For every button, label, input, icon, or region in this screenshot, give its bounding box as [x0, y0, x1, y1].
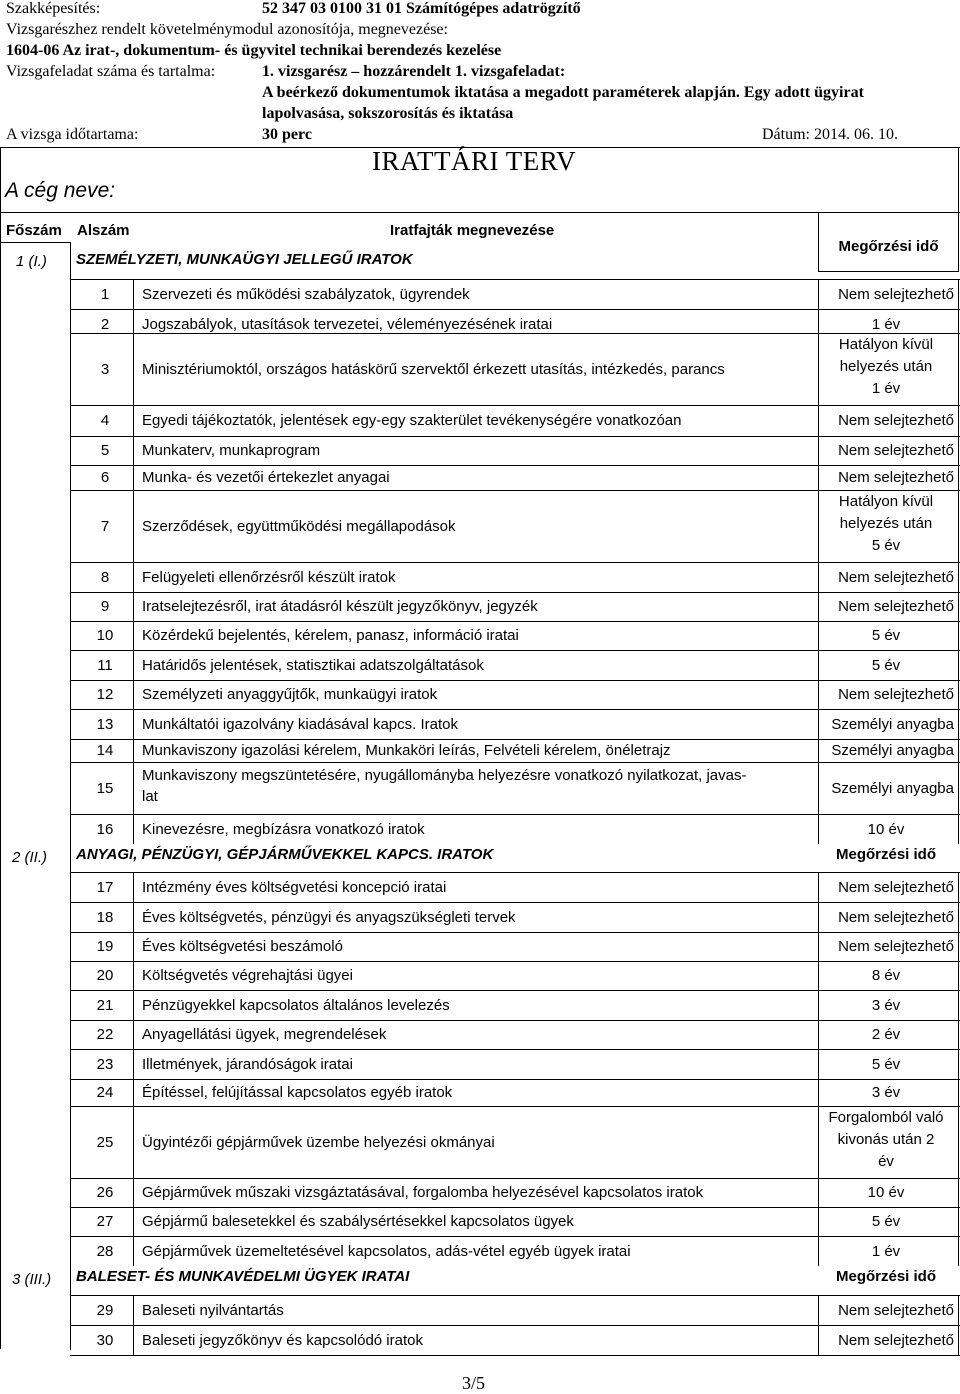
row-number: 24 [96, 1084, 114, 1101]
row-retention-line-3: 5 év [871, 537, 901, 554]
row-document-type: Minisztériumoktól, országos hatáskörű szervektől érkezett utasítás, intézkedés, parancs [142, 360, 725, 378]
row-right-border [958, 1079, 959, 1106]
row-top-border [70, 932, 960, 933]
row-number-separator [133, 1325, 134, 1355]
row-document-type: Éves költségvetés, pénzügyi és anyagszükségleti tervek [142, 908, 516, 926]
row-number: 6 [100, 469, 110, 486]
row-number-separator [133, 961, 134, 990]
row-top-border [70, 1178, 960, 1179]
row-document-type: Éves költségvetési beszámoló [142, 938, 343, 955]
row-right-border [958, 814, 959, 844]
row-number: 7 [100, 517, 110, 535]
row-retention-line-2: kivonás után 2 [837, 1131, 935, 1148]
row-top-border [70, 592, 960, 593]
document-title: IRATTÁRI TERV [372, 146, 577, 176]
row-top-border [70, 961, 960, 962]
row-top-border [70, 762, 960, 763]
row-top-border [70, 1207, 960, 1208]
row-retention: Nem selejtezhető [838, 878, 954, 896]
row-right-border [958, 1020, 959, 1049]
row-number-separator [133, 1178, 134, 1207]
row-right-border [958, 465, 959, 490]
duration-value: 30 perc [262, 126, 312, 143]
row-number-separator [133, 680, 134, 709]
section-1-title: SZEMÉLYZETI, MUNKAÜGYI JELLEGŰ IRATOK [76, 251, 413, 268]
row-document-type: Iratselejtezésről, irat átadásról készült jegyzőkönyv, jegyzék [142, 598, 538, 615]
retention-header-bottom-border [818, 271, 959, 272]
row-retention: Nem selejtezhető [838, 938, 954, 955]
row-retention: Nem selejtezhető [838, 1301, 954, 1319]
left-border [0, 147, 1, 1349]
task-label: Vizsgafeladat száma és tartalma: [6, 63, 216, 80]
row-document-type: Munkaterv, munkaprogram [142, 442, 321, 459]
qualification-label: Szakképesítés: [6, 0, 101, 17]
row-document-type: Baleseti jegyzőkönyv és kapcsolódó iratok [142, 1331, 423, 1349]
row-retention: Nem selejtezhető [838, 442, 954, 459]
row-retention: Nem selejtezhető [838, 412, 954, 429]
row-document-type: Munka- és vezetői értekezlet anyagai [142, 469, 390, 486]
row-document-type: Szerződések, együttműködési megállapodások [142, 517, 456, 535]
row-top-border [70, 436, 960, 437]
row-number-separator [133, 1295, 134, 1325]
row-retention: 3 év [871, 996, 901, 1014]
row-number-separator [133, 1020, 134, 1049]
row-top-border [70, 1049, 960, 1050]
row-retention: 2 év [871, 1026, 901, 1043]
qualification-value: 52 347 03 0100 31 01 Számítógépes adatrögzítő [262, 0, 581, 17]
row-number-separator [133, 405, 134, 436]
row-number: 30 [96, 1331, 114, 1349]
row-top-border [70, 465, 960, 466]
row-right-border [958, 1106, 959, 1178]
col-header-iratfajtak: Iratfajták megnevezése [390, 222, 555, 239]
row-document-type: Gépjármű balesetekkel és szabálysértésekkel kapcsolatos ügyek [142, 1213, 574, 1230]
row-number: 5 [100, 442, 110, 459]
row-right-border [958, 709, 959, 739]
row-document-type: Illetmények, járandóságok iratai [142, 1055, 353, 1073]
row-right-border [958, 762, 959, 814]
row-retention-line-1: Forgalomból való [828, 1109, 944, 1126]
row-retention: Nem selejtezhető [838, 598, 954, 615]
row-number: 9 [100, 598, 110, 615]
row-document-type: Szervezeti és működési szabályzatok, ügyrendek [142, 285, 470, 303]
row-document-type-continued: lat [142, 788, 158, 805]
section-header-rail [70, 242, 71, 272]
row-document-type: Egyedi tájékoztatók, jelentések egy-egy szakterület tevékenységére vonatkozóan [142, 412, 682, 429]
row-top-border [70, 680, 960, 681]
row-retention-line-3: 1 év [871, 380, 901, 397]
row-document-type: Pénzügyekkel kapcsolatos általános levelezés [142, 996, 450, 1014]
section-header-divider [0, 242, 70, 243]
row-retention: Nem selejtezhető [838, 568, 954, 586]
row-right-border [958, 1049, 959, 1079]
row-number-separator [133, 562, 134, 592]
row-number: 4 [100, 412, 110, 429]
section-3-title: BALESET- ÉS MUNKAVÉDELMI ÜGYEK IRATAI [76, 1268, 410, 1285]
row-number: 8 [100, 568, 110, 586]
row-number: 12 [96, 686, 114, 703]
row-document-type: Gépjárművek üzemeltetésével kapcsolatos, adás-vétel egyéb ügyek iratai [142, 1242, 631, 1260]
row-document-type: Intézmény éves költségvetési koncepció iratai [142, 878, 447, 896]
task-line-1: 1. vizsgarész – hozzárendelt 1. vizsgafeladat: [262, 63, 566, 80]
module-label: Vizsgarészhez rendelt követelménymodul azonosítója, megnevezése: [6, 21, 448, 38]
row-number-separator [133, 902, 134, 932]
row-top-border [70, 562, 960, 563]
row-right-border [958, 405, 959, 436]
row-top-border [70, 1325, 960, 1326]
row-number: 10 [96, 627, 114, 644]
row-number-separator [133, 1106, 134, 1178]
row-number-separator [133, 1207, 134, 1236]
row-right-border [958, 279, 959, 309]
row-right-border [958, 333, 959, 405]
row-number-separator [133, 739, 134, 762]
row-number: 22 [96, 1026, 114, 1043]
col-header-megorzesi: Megőrzési idő [838, 238, 939, 255]
task-line-3: lapolvasása, sokszorosítás és iktatása [262, 105, 514, 122]
row-retention: 5 év [871, 1055, 901, 1073]
row-retention-line-1: Hatályon kívül [838, 493, 934, 510]
row-number-separator [133, 592, 134, 621]
section-2-number: 2 (II.) [12, 849, 48, 866]
row-top-border [70, 405, 960, 406]
row-number-separator [133, 621, 134, 650]
row-retention: 1 év [871, 1242, 901, 1260]
row-retention: 5 év [871, 656, 901, 674]
row-retention: 5 év [871, 1213, 901, 1230]
row-document-type: Felügyeleti ellenőrzésről készült iratok [142, 568, 396, 586]
row-number-separator [133, 436, 134, 465]
col-header-foszam: Főszám [6, 222, 62, 239]
row-top-border [70, 279, 960, 280]
row-right-border [958, 1295, 959, 1325]
row-right-border [958, 739, 959, 762]
row-number: 19 [96, 938, 114, 955]
company-name-label: A cég neve: [5, 179, 116, 202]
row-top-border [70, 309, 960, 310]
row-right-border [958, 1325, 959, 1355]
row-document-type: Építéssel, felújítással kapcsolatos egyéb iratok [142, 1084, 453, 1101]
row-retention: 10 év [867, 1184, 905, 1201]
row-number-separator [133, 814, 134, 844]
row-retention: 10 év [867, 820, 905, 838]
section-2-title: ANYAGI, PÉNZÜGYI, GÉPJÁRMŰVEKKEL KAPCS. IRATOK [76, 846, 494, 863]
row-retention: Személyi anyagba [831, 742, 954, 759]
row-number: 25 [96, 1133, 114, 1151]
row-top-border [70, 902, 960, 903]
row-right-border [958, 592, 959, 621]
row-retention: 8 év [871, 967, 901, 984]
title-box-bottom-border [0, 212, 960, 213]
row-top-border [70, 709, 960, 710]
row-retention: 1 év [871, 315, 901, 333]
row-number: 15 [96, 779, 114, 797]
task-line-2: A beérkező dokumentumok iktatása a megadott paraméterek alapján. Egy adott ügyirat [262, 84, 864, 101]
row-document-type: Munkaviszony igazolási kérelem, Munkaköri leírás, Felvételi kérelem, önéletrajz [142, 742, 671, 759]
row-retention-line-1: Hatályon kívül [838, 336, 934, 353]
row-number-separator [133, 762, 134, 814]
row-number-separator [133, 465, 134, 490]
row-document-type: Gépjárművek műszaki vizsgáztatásával, forgalomba helyezésével kapcsolatos iratok [142, 1184, 704, 1201]
row-right-border [958, 490, 959, 562]
row-top-border [70, 621, 960, 622]
row-number-separator [133, 279, 134, 309]
row-top-border [70, 872, 960, 873]
section-2-retention-header: Megőrzési idő [835, 846, 936, 863]
row-top-border [70, 990, 960, 991]
row-number: 29 [96, 1301, 114, 1319]
row-number: 2 [100, 315, 110, 333]
duration-label: A vizsga időtartama: [6, 126, 139, 143]
row-top-border [70, 1079, 960, 1080]
row-retention: 5 év [871, 627, 901, 644]
row-top-border [70, 1236, 960, 1237]
row-retention-line-2: helyezés után [839, 358, 933, 375]
row-document-type: Költségvetés végrehajtási ügyei [142, 967, 353, 984]
row-number: 21 [96, 996, 114, 1014]
row-right-border [958, 436, 959, 465]
table-bottom-border [70, 1355, 960, 1356]
row-retention: Nem selejtezhető [838, 469, 954, 486]
row-document-type: Jogszabályok, utasítások tervezetei, véleményezésének iratai [142, 315, 553, 333]
row-number: 27 [96, 1213, 114, 1230]
row-document-type: Anyagellátási ügyek, megrendelések [142, 1026, 387, 1043]
row-retention: Nem selejtezhető [838, 908, 954, 926]
row-number: 16 [96, 820, 114, 838]
row-number: 17 [96, 878, 114, 896]
page-number: 3/5 [462, 1373, 486, 1393]
row-right-border [958, 680, 959, 709]
row-document-type: Személyzeti anyaggyűjtők, munkaügyi iratok [142, 686, 438, 703]
row-document-type: Ügyintézői gépjárművek üzembe helyezési okmányai [142, 1133, 495, 1151]
row-document-type: Közérdekű bejelentés, kérelem, panasz, információ iratai [142, 627, 519, 644]
row-retention: Személyi anyagba [831, 715, 954, 733]
row-number-separator [133, 333, 134, 405]
row-right-border [958, 1178, 959, 1207]
row-retention: Nem selejtezhető [838, 285, 954, 303]
row-number-separator [133, 490, 134, 562]
row-top-border [70, 1020, 960, 1021]
col-header-alszam: Alszám [77, 222, 130, 239]
row-right-border [958, 1207, 959, 1236]
row-number: 13 [96, 715, 114, 733]
row-number-separator [133, 1049, 134, 1079]
row-right-border [958, 990, 959, 1020]
row-right-border [958, 621, 959, 650]
row-number: 28 [96, 1242, 114, 1260]
row-number: 3 [100, 360, 110, 378]
row-number: 26 [96, 1184, 114, 1201]
row-document-type: Kinevezésre, megbízásra vonatkozó iratok [142, 820, 425, 838]
row-right-border [958, 961, 959, 990]
row-right-border [958, 932, 959, 961]
exam-date: Dátum: 2014. 06. 10. [762, 126, 898, 143]
row-right-border [958, 1236, 959, 1266]
row-number: 14 [96, 742, 114, 759]
row-retention: 3 év [871, 1084, 901, 1101]
section-3-retention-header: Megőrzési idő [835, 1268, 936, 1285]
row-number: 11 [97, 656, 113, 674]
section-3-number: 3 (III.) [12, 1271, 52, 1288]
row-document-type: Munkaviszony megszüntetésére, nyugállományba helyezésre vonatkozó nyilatkozat, javas- [142, 767, 747, 784]
row-number-separator [133, 932, 134, 961]
row-right-border [958, 902, 959, 932]
row-number-separator [133, 650, 134, 680]
row-number: 1 [100, 285, 110, 303]
section-1-number: 1 (I.) [16, 253, 47, 270]
row-number-separator [133, 990, 134, 1020]
title-box-right-border [958, 147, 959, 212]
row-retention: Személyi anyagba [831, 779, 954, 797]
row-retention-line-3: év [878, 1153, 894, 1170]
row-retention: Nem selejtezhető [838, 686, 954, 703]
row-retention: Nem selejtezhető [838, 1331, 954, 1349]
row-top-border [70, 814, 960, 815]
row-document-type: Baleseti nyilvántartás [142, 1301, 284, 1319]
row-right-border [958, 872, 959, 902]
row-number-separator [133, 872, 134, 902]
inner-rail [70, 272, 71, 1350]
row-number-separator [133, 1079, 134, 1106]
row-number-separator [133, 1236, 134, 1266]
row-top-border [70, 1295, 960, 1296]
row-number: 18 [96, 908, 114, 926]
module-value: 1604-06 Az irat-, dokumentum- és ügyvitel technikai berendezés kezelése [6, 42, 502, 59]
row-number: 20 [96, 967, 114, 984]
row-right-border [958, 562, 959, 592]
row-right-border [958, 650, 959, 680]
row-document-type: Határidős jelentések, statisztikai adatszolgáltatások [142, 656, 484, 674]
row-number-separator [133, 709, 134, 739]
row-retention-line-2: helyezés után [839, 515, 933, 532]
row-top-border [70, 650, 960, 651]
row-number: 23 [96, 1055, 114, 1073]
row-document-type: Munkáltatói igazolvány kiadásával kapcs. Iratok [142, 715, 458, 733]
